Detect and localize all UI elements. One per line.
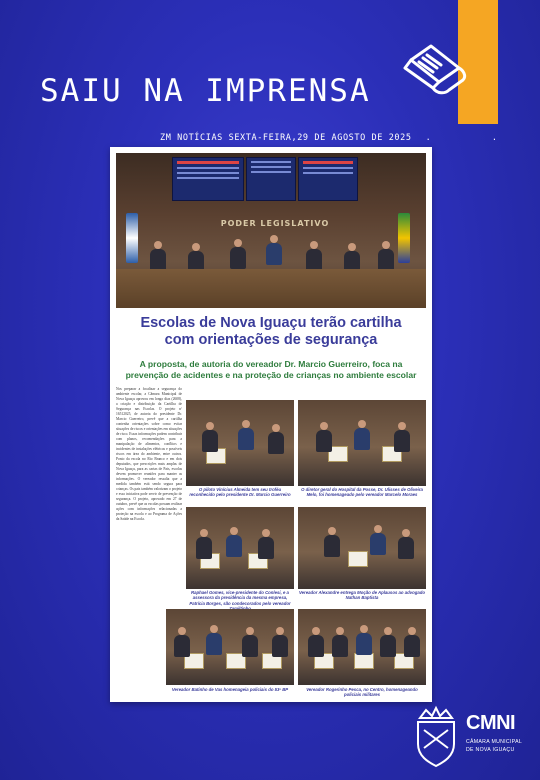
photo-award-1 (186, 400, 294, 486)
city-crest-icon (412, 704, 460, 768)
source-dots: . . (425, 133, 525, 143)
plenary-desk (116, 269, 426, 308)
person (150, 249, 166, 271)
photo-caption: Vereador Alexandre entrega Moção de Aplausos ao advogado Nathan Baptista (298, 590, 426, 601)
vote-screen-left (172, 157, 244, 201)
photo-caption: Raphael Gomes, vice-presidente do Conlesi, e a assessora da presidência da mesma empresa, Patrícia Borges, são condecorados pelo vereador (189, 590, 291, 606)
photo-caption: O diretor geral do Hospital da Posse, Dr. Ulisses de Oliveira Melo, foi homenageado pelo vereador Marcelo Moraes (301, 487, 423, 498)
cmni-subtitle-line: CÂMARA MUNICIPAL (466, 739, 523, 745)
photo-award-2 (298, 400, 426, 486)
person (230, 247, 246, 269)
vote-screen-right (298, 157, 358, 201)
photo-award-6 (298, 609, 426, 685)
source-text: ZM NOTÍCIAS SEXTA-FEIRA,29 DE AGOSTO DE 2025 (160, 133, 412, 143)
plenary-photo (116, 153, 426, 308)
cmni-subtitle-line: DE NOVA IGUAÇU (466, 747, 515, 753)
headline-line: com orientações de segurança (164, 332, 378, 348)
flag (398, 213, 410, 263)
subhead-line: A proposta, de autoria do vereador Dr. Marcio Guerreiro, foca na (139, 359, 403, 369)
cmni-logo: CMNI (466, 712, 516, 734)
newspaper-icon (397, 38, 469, 100)
headline (116, 315, 426, 349)
flag (126, 213, 138, 263)
cmni-subtitle (466, 738, 522, 754)
photo-award-5 (166, 609, 294, 685)
article-body: Nos preparar a focalizar a segurança do ambiente escolar, a Câmara Municipal de Nova Iguaçu aprovou em longo dias (2608), a criação e distribuição da Cartilha de Segurança nas Escolas. O projeto nº 16512025, de autoria do presidente Dr. Marcio Guerreiro, prevê que a cartilha contenha orientações sobre como evitar situações de riscos e orientações em situações de risco. Essas informações podem contribuir com planos, recomendações para a manipulação de alimentos, conflitos e incidentes de instalações elétricas e possíveis riscos em área do ambiente, entre outros. Ponto da escola no Rio Branco e em dois deputados, que prescrições mais amplas de Nova Iguaçu, para as cartas de Pais, escolas devem promover reuniões para manter as informações. O vereador ressalta que a medida também está sendo segura para crianças. Os pais também valorizam o projeto e essa iniciativa pode servir de prevenção de segurança. O projeto, aprovado em 27 de outubro, prevê que as escolas possam realizar ações com informações relacionadas a proteção na escola e ao Programa de Ações da Saúde na Escola. (116, 387, 182, 521)
photo-award-3 (186, 507, 294, 589)
photo-caption: Vereador Rogerinho Pesca, no Centro, homenageando policiais militares (306, 687, 418, 698)
newspaper-clipping (110, 147, 432, 702)
photo-caption: Vereador Batinho de Vas homenageia policiais do 53º BP (171, 687, 289, 692)
plaque-text: PODER LEGISLATIVO (220, 219, 330, 228)
person (378, 249, 394, 271)
photo-caption: O piloto Vinícius Almeida tem seu troféu reconhecido pelo presidente Dr. Marcio Guerreiro (189, 487, 291, 498)
photo-award-4 (298, 507, 426, 589)
subheadline (118, 359, 424, 381)
person (306, 249, 322, 271)
subhead-line: prevenção de acidentes e na proteção de crianças no ambiente escolar (125, 370, 417, 380)
person (266, 243, 282, 265)
page-title: SAIU NA IMPRENSA (40, 72, 371, 109)
vote-screen-center (246, 157, 296, 201)
headline-line: Escolas de Nova Iguaçu terão cartilha (140, 315, 402, 331)
